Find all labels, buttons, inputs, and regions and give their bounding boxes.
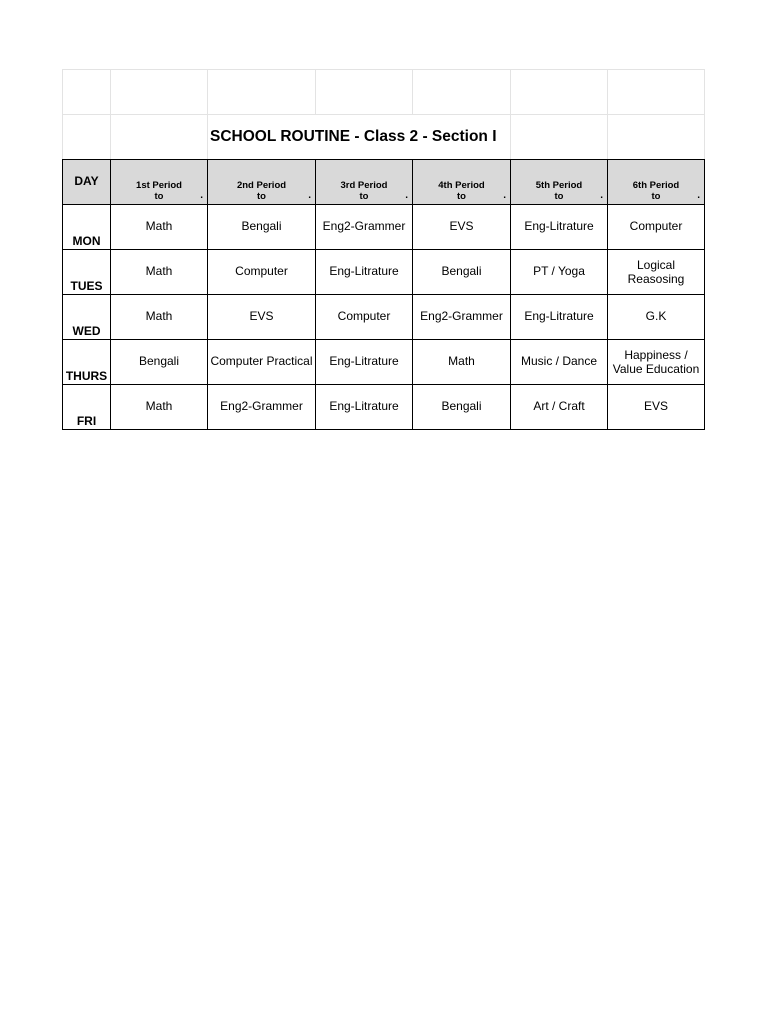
subject-cell: Computer	[608, 205, 705, 250]
subject-cell: Computer Practical	[208, 340, 316, 385]
period-time: to	[651, 191, 661, 202]
period-dot: .	[697, 190, 700, 201]
period-time: to	[554, 191, 564, 202]
period-dot: .	[600, 190, 603, 201]
subject-cell: Eng-Litrature	[511, 295, 608, 340]
day-cell: MON	[63, 205, 111, 250]
subject-cell: PT / Yoga	[511, 250, 608, 295]
period-name: 2nd Period	[236, 180, 287, 191]
subject-cell: G.K	[608, 295, 705, 340]
day-cell: THURS	[63, 340, 111, 385]
subject-cell: Bengali	[111, 340, 208, 385]
period-dot: .	[405, 190, 408, 201]
period-header	[413, 160, 511, 205]
period-header	[208, 160, 316, 205]
period-dot: .	[308, 190, 311, 201]
blank-row	[63, 70, 705, 115]
subject-cell: Music / Dance	[511, 340, 608, 385]
page-title: SCHOOL ROUTINE - Class 2 - Section I	[208, 115, 511, 160]
period-header	[608, 160, 705, 205]
period-header	[511, 160, 608, 205]
subject-cell: Computer	[208, 250, 316, 295]
day-header: DAY	[63, 160, 111, 205]
period-dot: .	[503, 190, 506, 201]
subject-cell: Math	[111, 205, 208, 250]
subject-cell: Math	[111, 385, 208, 430]
period-dot: .	[200, 190, 203, 201]
table-row	[63, 385, 705, 430]
table-row	[63, 205, 705, 250]
subject-cell: Eng2-Grammer	[208, 385, 316, 430]
routine-sheet	[62, 69, 705, 430]
subject-cell: Eng2-Grammer	[413, 295, 511, 340]
subject-cell: EVS	[608, 385, 705, 430]
subject-cell: Computer	[316, 295, 413, 340]
subject-cell: Logical Reasosing	[608, 250, 705, 295]
subject-cell: Eng2-Grammer	[316, 205, 413, 250]
period-time: to	[257, 191, 266, 202]
subject-cell: Math	[413, 340, 511, 385]
period-header	[111, 160, 208, 205]
period-time: to	[154, 191, 164, 202]
table-row	[63, 340, 705, 385]
subject-cell: Bengali	[413, 385, 511, 430]
subject-cell: EVS	[413, 205, 511, 250]
period-name: 4th Period	[438, 180, 485, 191]
routine-table	[62, 69, 705, 430]
period-time: to	[457, 191, 466, 202]
period-name: 1st Period	[136, 180, 182, 191]
period-name: 5th Period	[535, 180, 583, 191]
subject-cell: EVS	[208, 295, 316, 340]
subject-cell: Happiness / Value Education	[608, 340, 705, 385]
subject-cell: Eng-Litrature	[316, 340, 413, 385]
title-row	[63, 115, 705, 160]
day-cell: WED	[63, 295, 111, 340]
subject-cell: Math	[111, 295, 208, 340]
table-row	[63, 295, 705, 340]
header-row	[63, 160, 705, 205]
day-cell: FRI	[63, 385, 111, 430]
subject-cell: Bengali	[413, 250, 511, 295]
subject-cell: Eng-Litrature	[511, 205, 608, 250]
period-header	[316, 160, 413, 205]
subject-cell: Eng-Litrature	[316, 250, 413, 295]
subject-cell: Eng-Litrature	[316, 385, 413, 430]
period-time: to	[359, 191, 369, 202]
subject-cell: Bengali	[208, 205, 316, 250]
day-cell: TUES	[63, 250, 111, 295]
table-row	[63, 250, 705, 295]
subject-cell: Math	[111, 250, 208, 295]
subject-cell: Art / Craft	[511, 385, 608, 430]
period-name: 6th Period	[632, 180, 680, 191]
period-name: 3rd Period	[340, 180, 388, 191]
